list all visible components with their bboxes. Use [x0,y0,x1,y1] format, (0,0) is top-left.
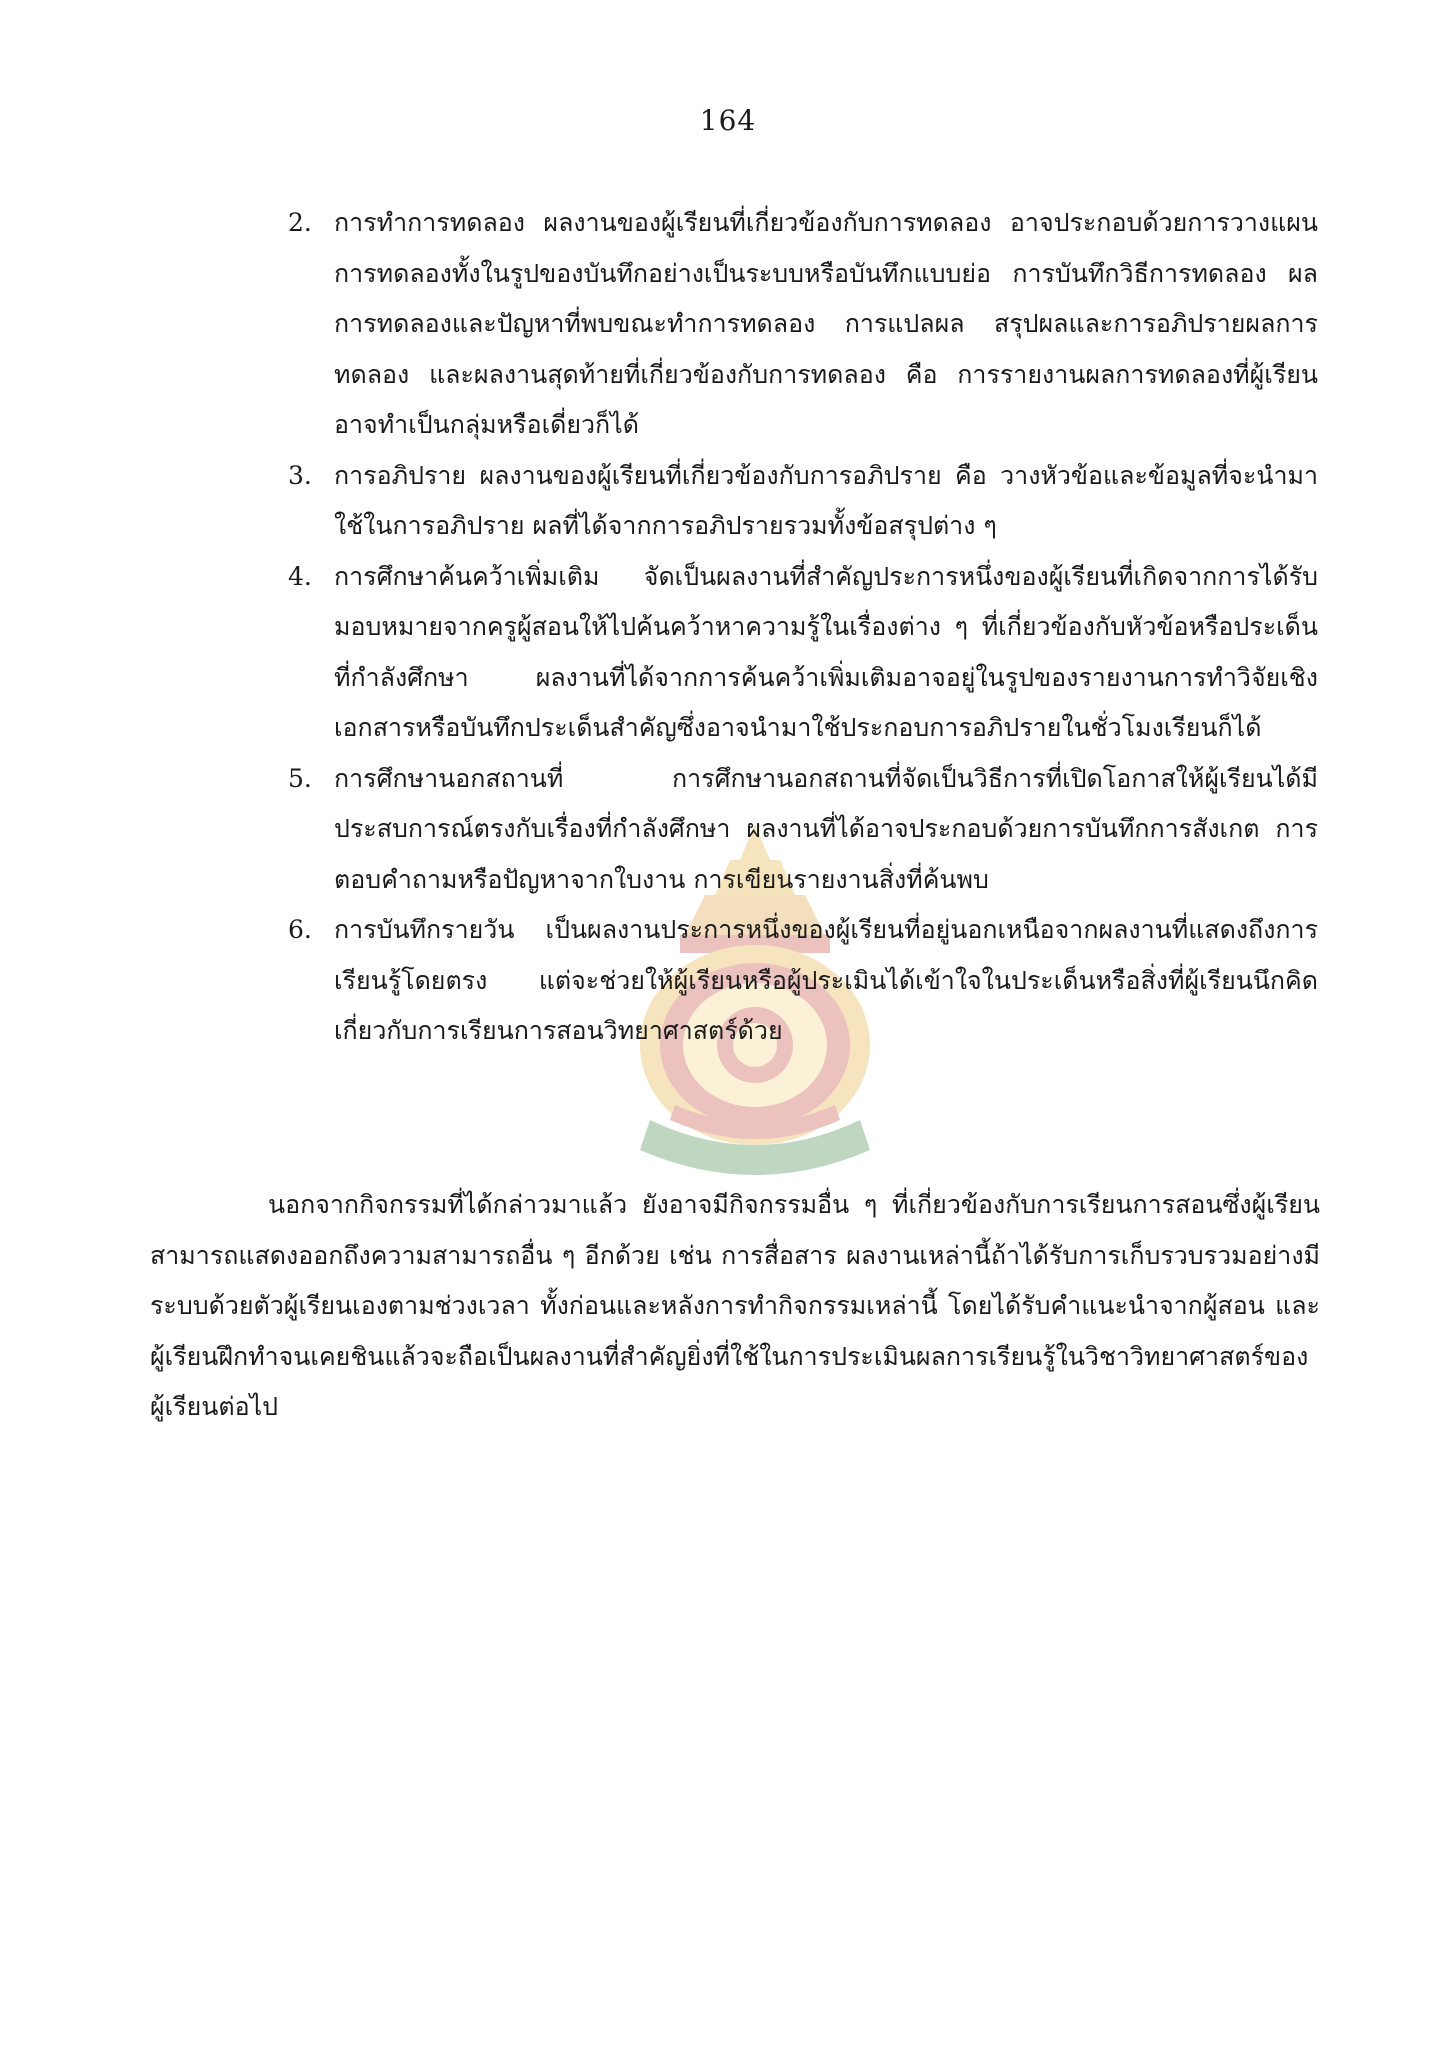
list-item-text: การอภิปราย ผลงานของผู้เรียนที่เกี่ยวข้องกับการอภิปราย คือ วางหัวข้อและข้อมูลที่จะนำมาใช้ในการอภิปราย ผลที่ได้จากการอภิปรายรวมทั้งข้อสรุปต่าง ๆ [334,460,1318,540]
list-item-marker: 4. [288,561,312,591]
list-item-marker: 2. [288,208,312,237]
list-item [288,198,1318,451]
list-item [288,905,1318,1057]
list-item-text: การศึกษานอกสถานที่ การศึกษานอกสถานที่จัดเป็นวิธีการที่เปิดโอกาสให้ผู้เรียนได้มีประสบการณ์ตรงกับเรื่องที่กำลังศึกษา ผลงานที่ได้อาจประกอบด้วยการบันทึกการสังเกต การตอบคำถามหรือปัญหาจากใบงาน การเขียนรายงานสิ่งที่ค้นพบ [334,763,1318,894]
activity-list [288,198,1318,1057]
page-number: 164 [699,104,757,137]
list-item [288,451,1318,552]
list-item [288,552,1318,754]
list-item-text: การศึกษาค้นคว้าเพิ่มเติม จัดเป็นผลงานที่สำคัญประการหนึ่งของผู้เรียนที่เกิดจากการได้รับมอบหมายจากครูผู้สอนให้ไปค้นคว้าหาความรู้ในเรื่องต่าง ๆ ที่เกี่ยวข้องกับหัวข้อหรือประเด็นที่กำลังศึกษา ผลงานที่ได้จากการค้นคว้าเพิ่มเติมอาจอยู่ในรูปของรายงานการทำวิจัยเชิงเอกสารหรือบันทึกประเด็นสำคัญซึ่งอาจนำมาใช้ประกอบการอภิปรายในชั่วโมงเรียนก็ได้ [334,561,1318,742]
closing-paragraph: นอกจากกิจกรรมที่ได้กล่าวมาแล้ว ยังอาจมีกิจกรรมอื่น ๆ ที่เกี่ยวข้องกับการเรียนการสอนซึ่งผู้เรียนสามารถแสดงออกถึงความสามารถอื่น ๆ อีกด้วย เช่น การสื่อสาร ผลงานเหล่านี้ถ้าได้รับการเก็บรวบรวมอย่างมีระบบด้วยตัวผู้เรียนเองตามช่วงเวลา ทั้งก่อนและหลังการทำกิจกรรมเหล่านี้ โดยได้รับคำแนะนำจากผู้สอน และผู้เรียนฝึกทำจนเคยชินแล้วจะถือเป็นผลงานที่สำคัญยิ่งที่ใช้ในการประเมินผลการเรียนรู้ในวิชาวิทยาศาสตร์ของผู้เรียนต่อไป [150,1190,1320,1421]
list-item-text: การทำการทดลอง ผลงานของผู้เรียนที่เกี่ยวข้องกับการทดลอง อาจประกอบด้วยการวางแผนการทดลองทั้งในรูปของบันทึกอย่างเป็นระบบหรือบันทึกแบบย่อ การบันทึกวิธีการทดลอง ผลการทดลองและปัญหาที่พบขณะทำการทดลอง การแปลผล สรุปผลและการอภิปรายผลการทดลอง และผลงานสุดท้ายที่เกี่ยวข้องกับการทดลอง คือ การรายงานผลการทดลองที่ผู้เรียนอาจทำเป็นกลุ่มหรือเดี่ยวก็ได้ [334,208,1318,439]
list-item-text: การบันทึกรายวัน เป็นผลงานประการหนึ่งของผู้เรียนที่อยู่นอกเหนือจากผลงานที่แสดงถึงการเรียนรู้โดยตรง แต่จะช่วยให้ผู้เรียนหรือผู้ประเมินได้เข้าใจในประเด็นหรือสิ่งที่ผู้เรียนนึกคิดเกี่ยวกับการเรียนการสอนวิทยาศาสตร์ด้วย [334,915,1318,1045]
list-item-marker: 6. [288,915,312,944]
list-item-marker: 5. [288,763,312,793]
list-item [288,754,1318,906]
list-item-marker: 3. [288,460,312,490]
